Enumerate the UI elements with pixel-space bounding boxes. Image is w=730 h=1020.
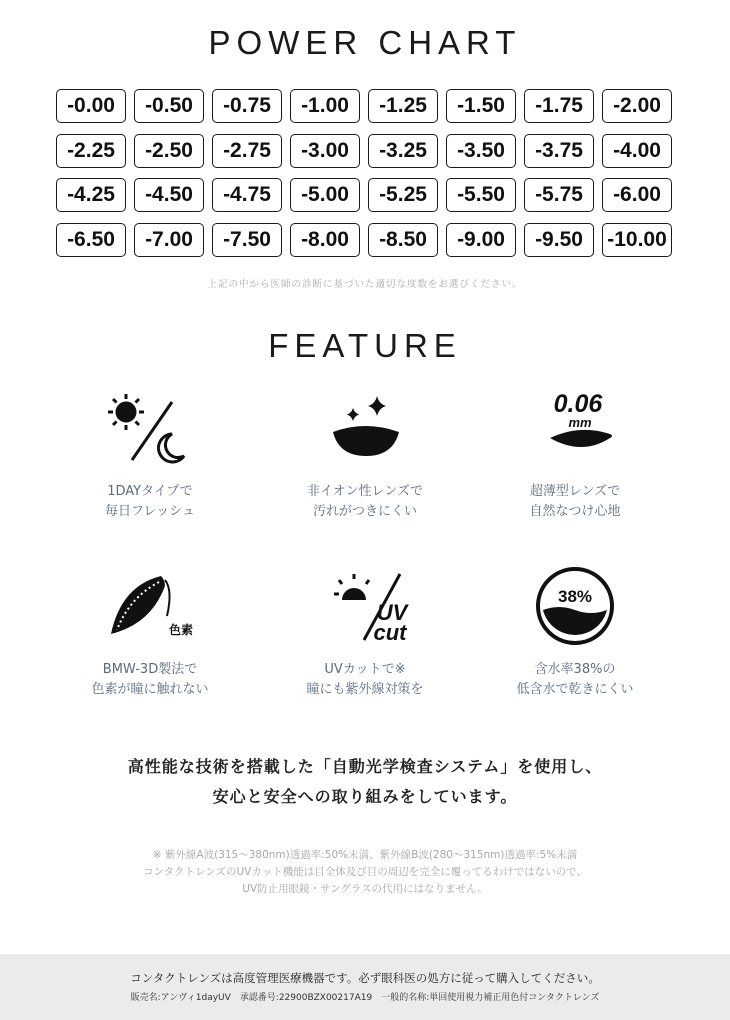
uv-cut-icon	[310, 566, 420, 646]
feature-item-uv	[255, 566, 475, 700]
power-value-cell: -9.00	[446, 223, 516, 257]
water-percent: 38%	[557, 587, 593, 606]
feature-caption-line2: 汚れがつきにくい	[312, 504, 417, 519]
thin-lens-unit: mm	[568, 415, 592, 430]
feature-caption-line2: 色素が瞳に触れない	[91, 682, 209, 697]
power-chart-title: POWER CHART	[208, 24, 522, 61]
feature-title: FEATURE	[268, 327, 462, 364]
feature-caption-line2: 毎日フレッシュ	[104, 504, 196, 519]
statement-line1: 高性能な技術を搭載した「自動光学検査システム」を使用し、	[127, 757, 603, 776]
thin-lens-icon	[520, 388, 630, 468]
disclaimer-line1: ※ 紫外線A波(315〜380nm)透過率:50%未満、紫外線B波(280〜315nm)透過率:5%未満	[152, 849, 578, 861]
thin-lens-value: 0.06	[553, 390, 603, 418]
power-value-cell: -3.50	[446, 134, 516, 168]
power-value-cell: -1.75	[524, 89, 594, 123]
footer	[0, 954, 730, 1020]
feature-caption-line1: UVカットで※	[324, 662, 406, 677]
power-value-cell: -1.50	[446, 89, 516, 123]
pigment-label: 色素	[169, 623, 194, 637]
power-value-cell: -1.00	[290, 89, 360, 123]
statement	[0, 752, 730, 812]
pigment-lens-icon	[95, 566, 205, 646]
power-value-cell: -8.00	[290, 223, 360, 257]
power-value-cell: -2.25	[56, 134, 126, 168]
feature-caption-line1: 超薄型レンズで	[529, 484, 621, 499]
power-value-cell: -0.50	[134, 89, 204, 123]
power-value-cell: -0.00	[56, 89, 126, 123]
power-value-cell: -5.50	[446, 178, 516, 212]
power-value-cell: -8.50	[368, 223, 438, 257]
feature-caption-line1: 非イオン性レンズで	[307, 484, 423, 499]
power-value-cell: -3.00	[290, 134, 360, 168]
power-value-cell: -4.00	[602, 134, 672, 168]
water-content-icon	[520, 566, 630, 646]
feature-caption-line2: 瞳にも紫外線対策を	[306, 682, 424, 697]
feature-item-1day	[40, 388, 260, 522]
feature-caption-line2: 自然なつけ心地	[529, 504, 621, 519]
feature-item-non-ionic	[255, 388, 475, 522]
power-value-cell: -3.75	[524, 134, 594, 168]
footer-approval-info: 販売名:アンヴィ1dayUV 承認番号:22900BZX00217A19 一般的名称:単回使用視力補正用色付コンタクトレンズ	[130, 993, 600, 1003]
power-value-cell: -9.50	[524, 223, 594, 257]
power-value-cell: -7.00	[134, 223, 204, 257]
feature-item-water	[465, 566, 685, 700]
sparkle-lens-icon	[315, 388, 415, 468]
power-value-cell: -5.25	[368, 178, 438, 212]
feature-caption-line1: BMW-3D製法で	[102, 662, 198, 677]
disclaimer-line2: コンタクトレンズのUVカット機能は目全体及び目の周辺を完全に覆ってるわけではないので、	[142, 866, 588, 878]
disclaimer-line3: UV防止用眼鏡・サングラスの代用にはなりません。	[242, 883, 488, 895]
footer-warning: コンタクトレンズは高度管理医療機器です。必ず眼科医の処方に従って購入してください。	[130, 971, 600, 985]
power-value-cell: -10.00	[602, 223, 672, 257]
power-value-cell: -6.50	[56, 223, 126, 257]
power-value-cell: -2.75	[212, 134, 282, 168]
power-value-cell: -7.50	[212, 223, 282, 257]
power-value-cell: -0.75	[212, 89, 282, 123]
power-value-cell: -1.25	[368, 89, 438, 123]
feature-caption-line1: 含水率38%の	[534, 662, 616, 677]
power-value-cell: -4.25	[56, 178, 126, 212]
power-value-cell: -4.75	[212, 178, 282, 212]
power-value-cell: -2.50	[134, 134, 204, 168]
power-value-cell: -5.00	[290, 178, 360, 212]
feature-item-bmw3d	[40, 566, 260, 700]
disclaimer	[0, 847, 730, 898]
feature-caption-line1: 1DAYタイプで	[107, 484, 193, 499]
power-chart-note: 上記の中から医師の診断に基づいた適切な度数をお選びください。	[207, 279, 523, 290]
power-value-cell: -6.00	[602, 178, 672, 212]
power-value-cell: -2.00	[602, 89, 672, 123]
statement-line2: 安心と安全への取り組みをしています。	[212, 787, 518, 806]
power-value-cell: -4.50	[134, 178, 204, 212]
feature-item-thin	[465, 388, 685, 522]
cut-text: cut	[373, 620, 407, 645]
uv-text: UV	[376, 600, 408, 625]
feature-caption-line2: 低含水で乾きにくい	[516, 682, 634, 697]
sun-moon-icon	[100, 388, 200, 468]
power-value-cell: -5.75	[524, 178, 594, 212]
power-value-cell: -3.25	[368, 134, 438, 168]
